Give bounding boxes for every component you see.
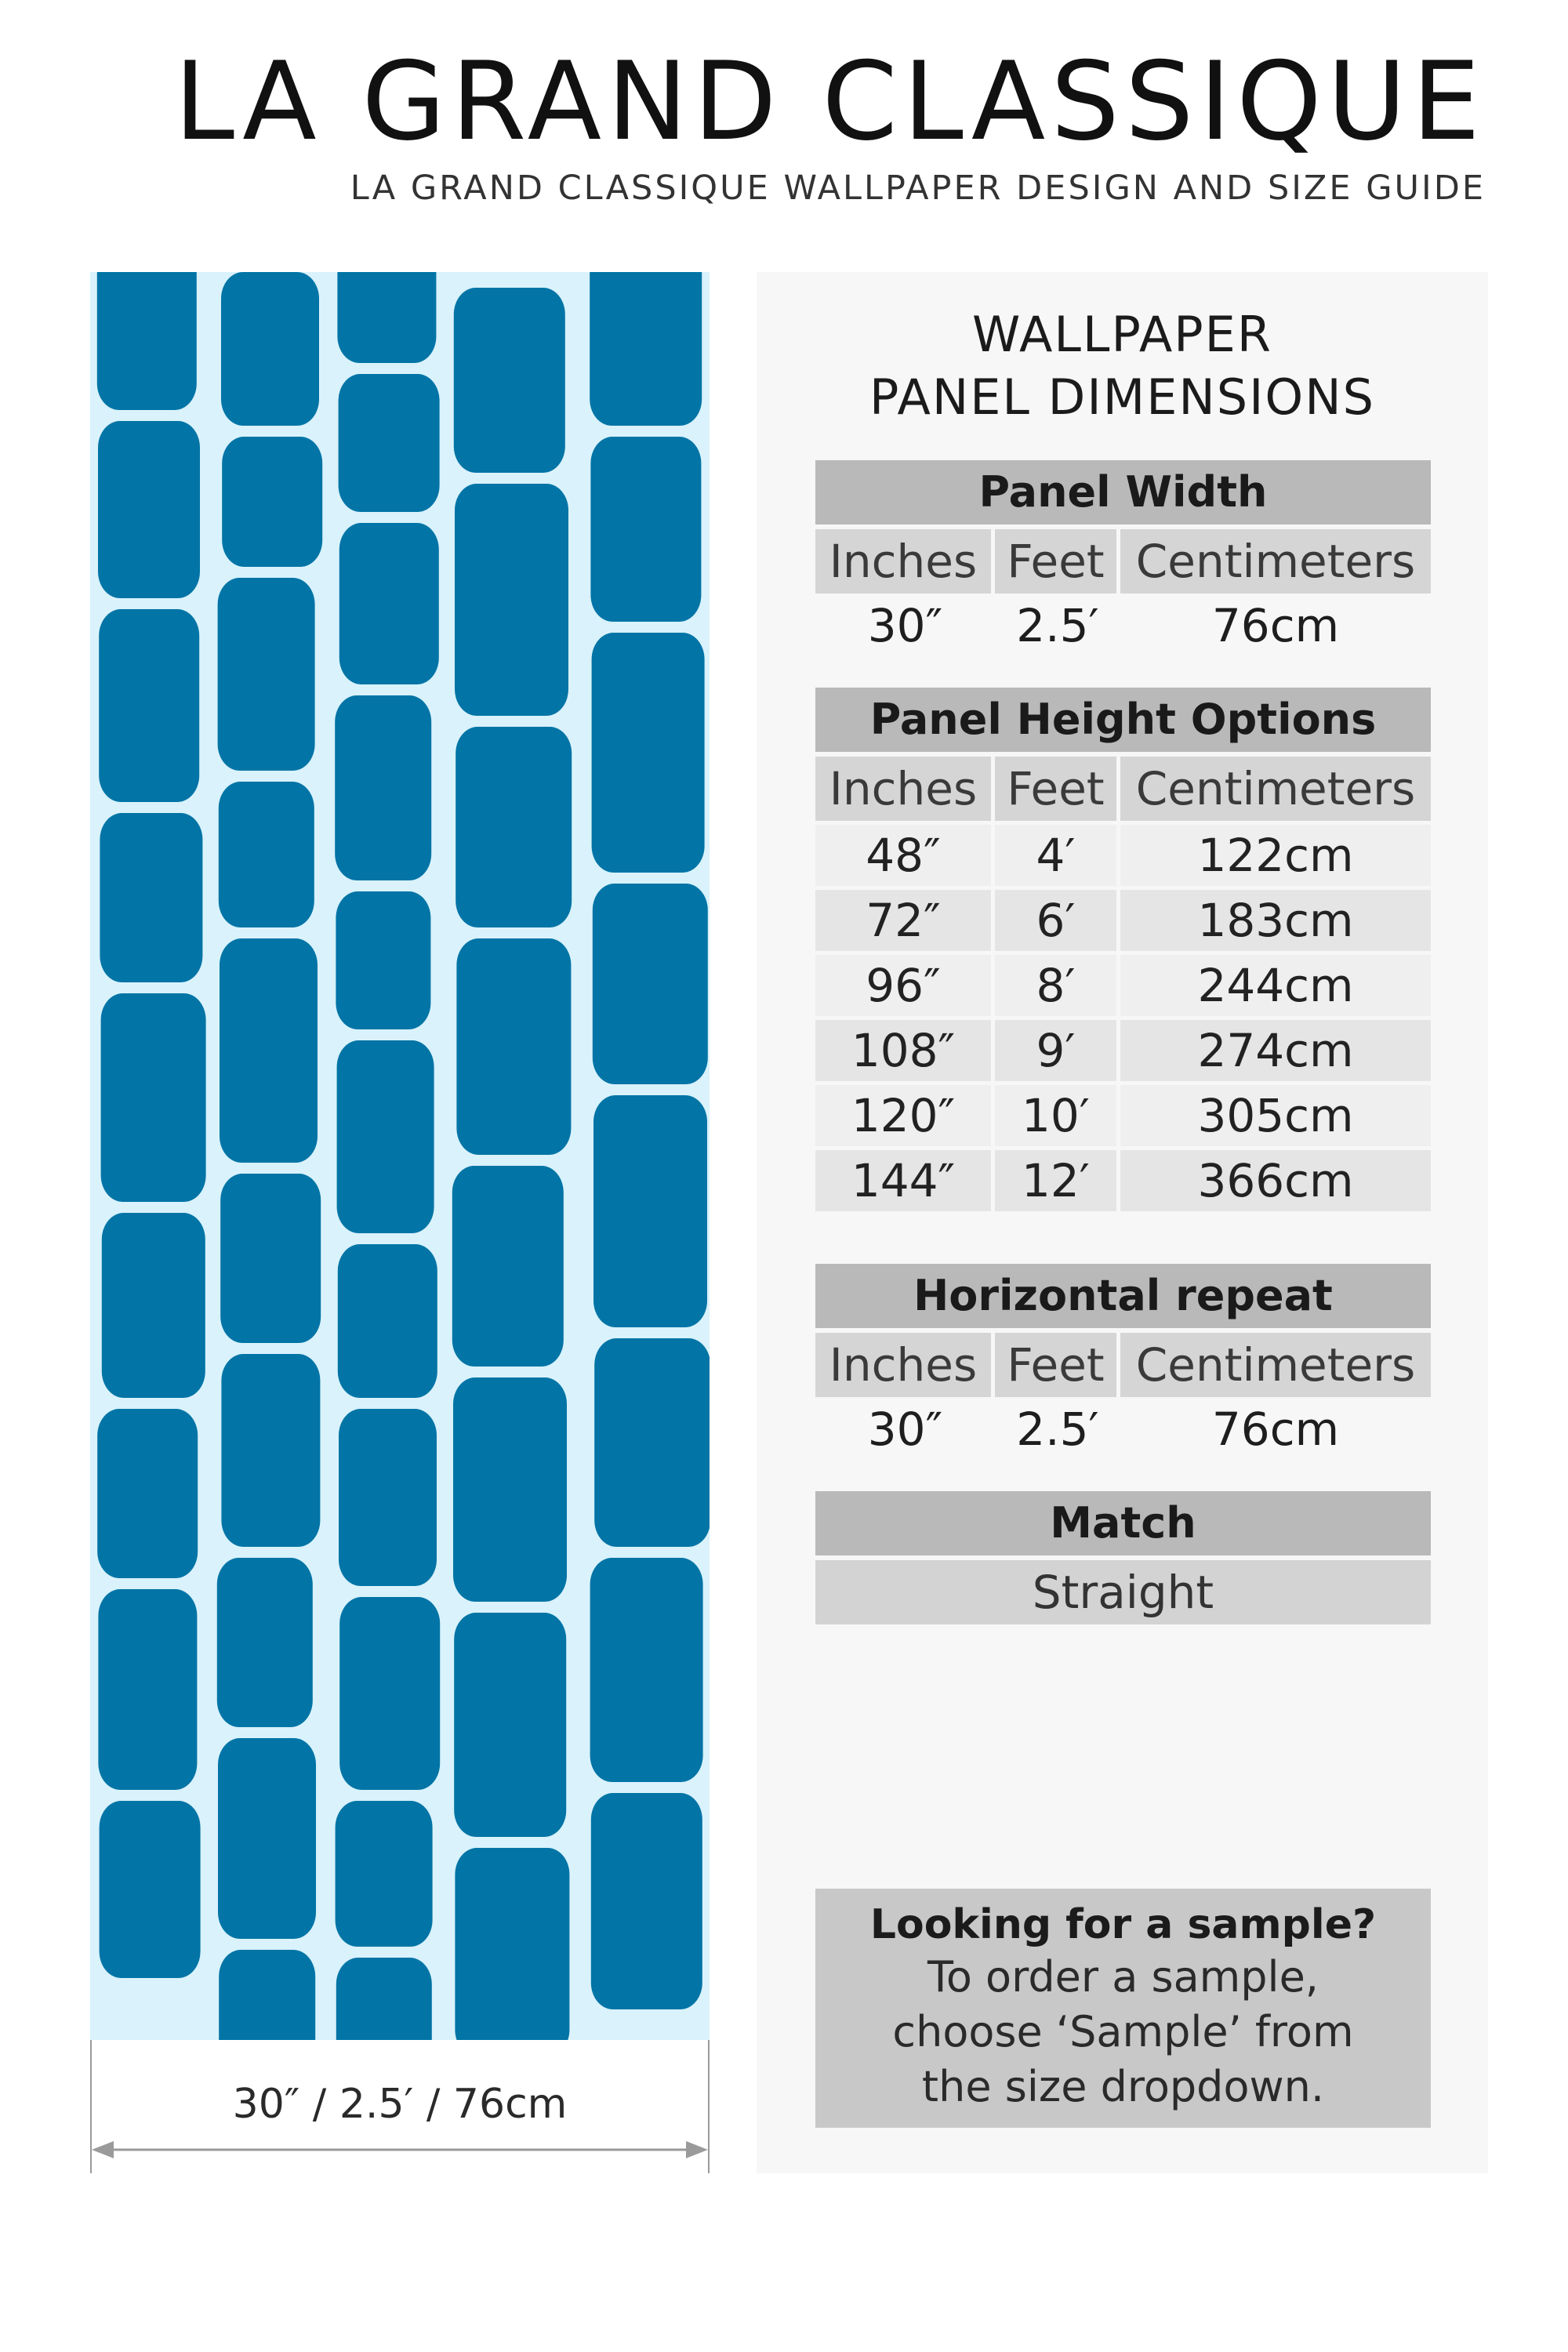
pattern-block	[100, 813, 202, 982]
height-row-inches: 144″	[815, 1150, 991, 1211]
pattern-block	[221, 272, 319, 426]
col-inches: Inches	[815, 1333, 991, 1397]
pattern-block	[453, 1377, 567, 1602]
col-centimeters: Centimeters	[1120, 757, 1431, 821]
pattern-block	[337, 1040, 434, 1233]
sample-line-1: To order a sample,	[927, 1952, 1319, 2002]
panel-height-heading: Panel Height Options	[815, 688, 1431, 752]
width-inches: 30″	[867, 599, 943, 652]
height-row-inches: 96″	[815, 955, 991, 1016]
width-measure	[90, 2040, 710, 2173]
sample-line-3: the size dropdown.	[921, 2062, 1325, 2111]
pattern-block	[591, 1793, 702, 2009]
pattern-block	[97, 1409, 198, 1578]
pattern-block	[339, 523, 439, 684]
pattern-block	[456, 727, 572, 927]
pattern-block	[339, 1597, 440, 1790]
pattern-block	[336, 1801, 433, 1947]
pattern-block	[335, 695, 431, 880]
pattern-block	[339, 374, 440, 512]
col-feet: Feet	[995, 1333, 1116, 1397]
pattern-block	[590, 272, 702, 426]
height-row-feet: 4′	[995, 825, 1116, 886]
pattern-block	[221, 1354, 320, 1547]
pattern-block	[101, 993, 206, 1202]
pattern-block	[339, 1409, 437, 1586]
guide-subtitle: LA GRAND CLASSIQUE WALLPAPER DESIGN AND SIZE GUIDE	[350, 169, 1486, 208]
panel-height-table	[815, 688, 1431, 1211]
col-centimeters: Centimeters	[1120, 529, 1431, 593]
horizontal-repeat-heading: Horizontal repeat	[815, 1264, 1431, 1328]
height-row-centimeters: 244cm	[1120, 955, 1431, 1016]
pattern-block	[102, 1213, 205, 1398]
pattern-block	[97, 272, 197, 410]
sample-question: Looking for a sample?	[869, 1901, 1377, 1948]
height-row-feet: 12′	[995, 1150, 1116, 1211]
pattern-block	[336, 891, 430, 1029]
pattern-block	[218, 1738, 316, 1939]
height-row-centimeters: 366cm	[1120, 1150, 1431, 1211]
pattern-block	[456, 938, 571, 1155]
pattern-block	[220, 938, 318, 1163]
pattern-block	[455, 484, 568, 716]
wallpaper-swatch	[90, 272, 710, 2040]
pattern-block	[220, 1174, 321, 1343]
col-inches: Inches	[815, 757, 991, 821]
pattern-block	[594, 1338, 710, 1547]
pattern-block	[593, 884, 708, 1084]
match-value: Straight	[815, 1560, 1431, 1624]
height-row-centimeters: 305cm	[1120, 1085, 1431, 1146]
pattern-block	[217, 1558, 313, 1727]
pattern-block	[99, 609, 199, 802]
dimensions-panel	[757, 272, 1488, 2173]
col-feet: Feet	[995, 757, 1116, 821]
horizontal-repeat-table	[815, 1264, 1431, 1461]
height-row-feet: 10′	[995, 1085, 1116, 1146]
col-centimeters: Centimeters	[1120, 1333, 1431, 1397]
col-inches: Inches	[815, 529, 991, 593]
pattern-block	[336, 1958, 432, 2040]
brand-title: LA GRAND CLASSIQUE	[174, 38, 1486, 165]
pattern-block	[218, 578, 315, 771]
pattern-block	[98, 1589, 197, 1790]
pattern-block	[593, 1095, 707, 1327]
height-row-inches: 72″	[815, 890, 991, 951]
pattern-block	[98, 421, 200, 598]
panel-width-heading: Panel Width	[815, 460, 1431, 524]
width-feet: 2.5′	[1016, 599, 1099, 652]
pattern-block	[454, 1613, 566, 1837]
height-row-centimeters: 183cm	[1120, 890, 1431, 951]
panel-title-line1: WALLPAPER	[972, 306, 1272, 363]
height-row-centimeters: 274cm	[1120, 1020, 1431, 1081]
panel-title	[757, 303, 1488, 429]
measure-label: 30″ / 2.5′ / 76cm	[232, 2081, 568, 2128]
repeat-inches: 30″	[867, 1403, 943, 1456]
pattern-block	[590, 1558, 703, 1782]
match-table	[815, 1491, 1431, 1560]
pattern-block	[452, 1166, 564, 1367]
height-row-feet: 6′	[995, 890, 1116, 951]
height-row-feet: 8′	[995, 955, 1116, 1016]
height-row-inches: 108″	[815, 1020, 991, 1081]
width-centimeters: 76cm	[1211, 599, 1340, 652]
panel-title-line2: PANEL DIMENSIONS	[869, 368, 1375, 426]
pattern-block	[455, 1848, 569, 2040]
height-row-inches: 120″	[815, 1085, 991, 1146]
height-row-centimeters: 122cm	[1120, 825, 1431, 886]
repeat-centimeters: 76cm	[1211, 1403, 1340, 1456]
sample-line-2: choose ‘Sample’ from	[892, 2007, 1354, 2056]
sample-info-box	[815, 1889, 1431, 2128]
height-row-inches: 48″	[815, 825, 991, 886]
height-row-feet: 9′	[995, 1020, 1116, 1081]
pattern-block	[337, 272, 436, 363]
pattern-svg	[90, 272, 710, 2040]
pattern-block	[338, 1244, 437, 1398]
pattern-block	[222, 437, 322, 567]
pattern-block	[219, 1950, 315, 2040]
panel-width-table	[815, 460, 1431, 658]
measure-arrow	[90, 2138, 710, 2161]
pattern-block	[219, 782, 314, 927]
pattern-block	[100, 1801, 201, 1978]
col-feet: Feet	[995, 529, 1116, 593]
pattern-block	[454, 288, 565, 473]
pattern-block	[590, 437, 701, 622]
pattern-block	[592, 633, 705, 873]
match-heading: Match	[815, 1491, 1431, 1555]
repeat-feet: 2.5′	[1016, 1403, 1099, 1456]
